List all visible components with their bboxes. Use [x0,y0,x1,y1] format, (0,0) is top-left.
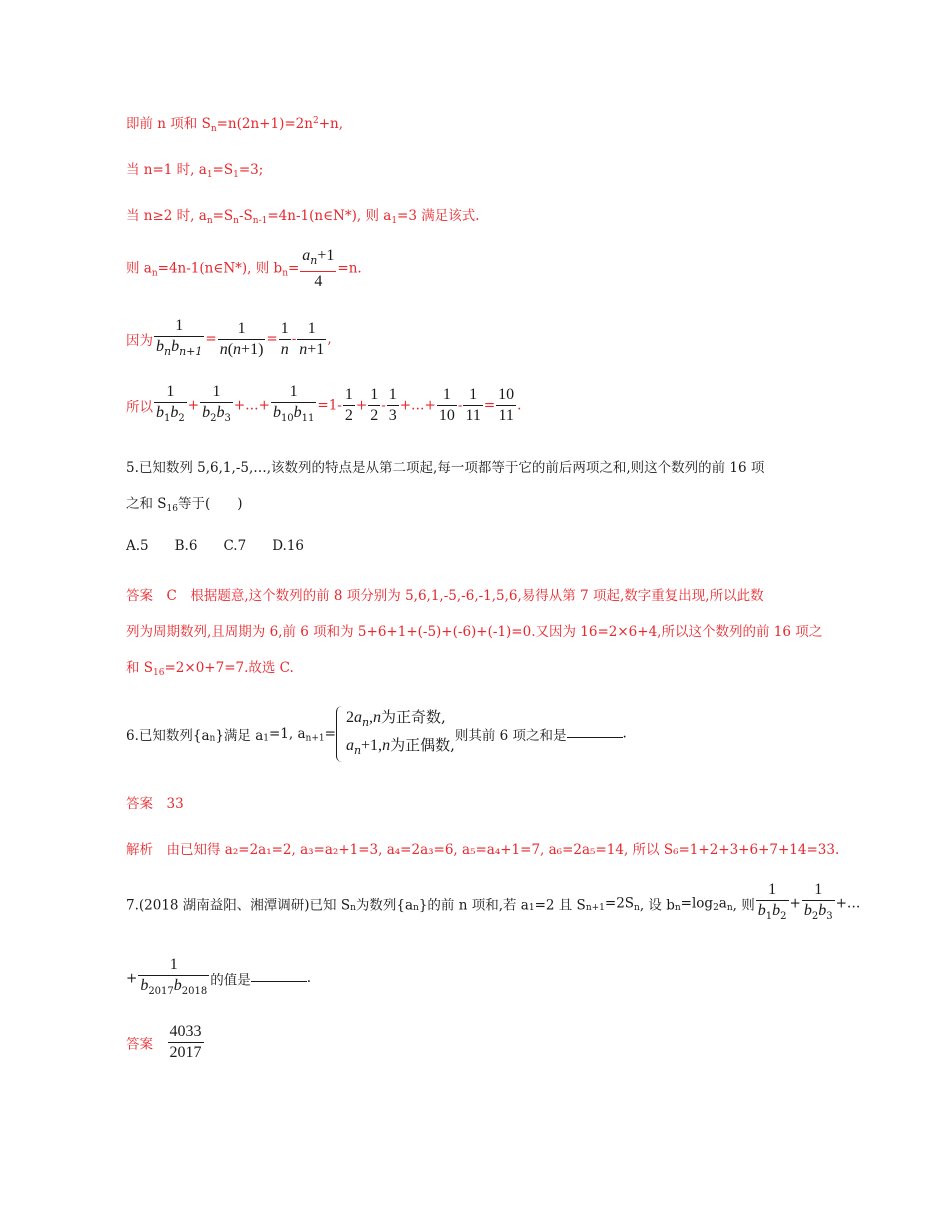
fraction: $\frac{1}{2}$ [370,386,379,424]
red-line-3 [126,204,480,226]
analysis-label: 解析 [126,842,153,858]
text: =S [212,162,234,178]
left-brace [336,706,343,762]
fraction: $\frac{1}{b_2b_3}$ [200,382,233,429]
q5-text-line-1 [126,456,764,476]
text: -S [238,208,253,224]
answer-label: 答案 [126,796,153,812]
answer-denominator: 2017 [169,1044,202,1061]
text: =4n-1(n∈N*), 则 b [157,260,283,277]
text: 答案 C 根据题意,这个数列的前 8 项分别为 5,6,1,-5,-6,-1,5,6,易得从第 7 项起,数字重复出现,所以此数 [126,588,764,604]
text: =n. [337,260,362,277]
fraction-1-over-bnbn1: $\frac{1}{b_nb_{n+1}}$ [154,316,204,362]
fraction-bn: $\frac{a_n+1}{4}$ [302,247,335,290]
fraction: $\frac{10}{11}$ [498,386,515,424]
q5-choices [126,538,330,554]
q6-text [126,706,627,762]
sub: 16 [166,504,178,514]
text: a [718,895,727,912]
text: 所以 [126,399,153,416]
sub: n [233,216,239,226]
frac-num: +1 [317,247,335,264]
text: 当 n=1 时, a [126,162,207,178]
case-1-text: 为正奇数, [381,708,446,726]
choice-a[interactable]: A.5 [126,538,149,554]
sub: n [210,124,217,134]
sub: 1 [391,216,398,226]
answer-fraction [168,1022,204,1063]
choice-c[interactable]: C.7 [223,538,247,554]
sub: n [206,216,213,226]
sub: 2 [713,903,719,913]
text: }满足 a [215,728,264,744]
fraction: $\frac{1}{b_1b_2}$ [154,382,187,429]
text: =2 且 S [534,897,586,914]
q6-analysis [126,838,839,858]
sub: n [209,733,216,744]
text: . [622,725,627,742]
q6-answer [126,792,184,812]
q5-answer-line-2 [126,620,822,640]
text: =1, a [269,726,306,742]
red-line-5: 因为 $\frac{1}{b_nb_{n+1}}$ = $\frac{1}{n(n+1)}$ = $\frac{1}{n}$ - $\frac{1}{n+1}$ , [126,316,332,362]
text: =log [680,895,714,912]
fraction: $\frac{1}{b_1b_2}$ [756,880,789,927]
fraction-1-over-nn1: $\frac{1}{n(n+1)}$ [219,319,264,358]
text: 当 n≥2 时, a [126,208,207,224]
case-2-text: 为正偶数, [390,736,455,754]
text: 为数列{a [355,897,414,914]
q7-text-line-1: 7.(2018 湖南益阳、湘潭调研)已知 $S_n$为数列$\{a_n\}$的前 n 项和,若 $a_1=2$ 且 $S_{n+1}=2S_n$, 设 $b_n=\log_2a_n$, 则 $\frac{1}{b_1b_2}$ + $\frac{1}{b_2b_3}$ +… [126,880,860,927]
fraction: $\frac{1}{3}$ [388,386,397,424]
text: 列为周期数列,且周期为 6,前 6 项和为 5+6+1+(-5)+(-6)+(-1)=0.又因为 16=2×6+4,所以这个数列的前 16 项之 [126,624,823,640]
choice-d[interactable]: D.16 [272,538,304,554]
text: +n, [318,116,343,132]
sub: 1 [263,733,269,744]
fraction: $\frac{1}{b_{10}b_{11}}$ [271,382,316,429]
text: 即前 n 项和 S [126,116,211,132]
text: =2S [604,895,635,912]
text: 等于( ) [178,496,243,512]
text: , 则 [732,897,755,914]
fraction: $\frac{1}{b_2b_3}$ [802,880,835,927]
sub: n [350,903,356,913]
answer-blank[interactable] [251,969,307,982]
fraction: $\frac{1}{b_{2017}b_{2018}}$ [138,955,209,1002]
text: =S [212,208,234,224]
fraction: $\frac{1}{10}$ [438,386,455,424]
text: 因为 [126,333,153,349]
text: . [517,397,522,414]
red-line-6: 所以 $\frac{1}{b_1b_2}$ + $\frac{1}{b_2b_3}$ +…+ $\frac{1}{b_{10}b_{11}}$ =1- $\frac{1}{2}$ + $\frac{1}{2}$ - $\frac{1}{3}$ +…+ $\frac{1}{10}$ - $\frac{1}{11}$ = $\frac{10}{11}$ . [126,382,521,429]
piecewise-definition: $2a_n,n$为正奇数, $a_n+1,n$为正偶数, [336,706,455,762]
text: , [327,331,332,347]
sub: n [726,903,733,913]
fraction: $\frac{1}{11}$ [465,386,481,424]
q7-answer [126,1022,205,1063]
q5-answer-line-3 [126,656,294,678]
answer-value: 33 [166,796,184,812]
red-line-2 [126,158,263,180]
analysis-text: 由已知得 a₂=2a₁=2, a₃=a₂+1=3, a₄=2a₃=6, a₅=a₄+1=7, a₆=2a₅=14, 所以 S₆=1+2+3+6+7+14=33. [166,842,840,858]
sub: n [282,268,288,279]
text: , 设 b [639,897,675,914]
sub: n [151,268,158,279]
q5-answer-line-1 [126,584,764,604]
text: 的值是 [210,972,251,989]
text: 和 S [126,660,154,676]
text: 6.已知数列{a [126,728,210,744]
sup: 2 [312,116,319,126]
sub: 1 [233,170,239,180]
q7-text-line-2: + $\frac{1}{b_{2017}b_{2018}}$ 的值是 . [126,955,311,1002]
text: }的前 n 项和,若 a [418,897,529,914]
text: =3 满足该式. [397,208,480,224]
sub: 1 [528,903,535,913]
sub: n [674,903,681,913]
q5-text-line-2 [126,492,243,514]
text: =4n-1(n∈N*), 则 a [267,208,392,224]
frac-den: 4 [300,271,336,292]
sub: n+1 [585,903,605,913]
fraction: $\frac{1}{2}$ [344,386,353,424]
text: . [306,970,312,986]
text: =3; [238,162,264,178]
text: = [324,726,336,742]
text: 之和 S [126,496,167,512]
text: 则 a [126,260,152,277]
text: = [287,260,300,277]
text: =n(2n+1)=2n [216,116,313,132]
text: 7.(2018 湖南益阳、湘潭调研)已知 S [126,897,351,914]
text: 5.已知数列 5,6,1,-5,…,该数列的特点是从第二项起,每一项都等于它的前后两项之和,则这个数列的前 16 项 [126,460,765,476]
sub: n [413,903,419,913]
sub: 16 [153,668,165,678]
answer-label: 答案 [126,1036,153,1053]
red-line-1 [126,112,343,134]
answer-blank[interactable] [567,725,623,738]
sub: 1 [206,170,213,180]
sub: n+1 [305,733,325,744]
red-line-4 [126,246,362,292]
text: =2×0+7=7.故选 C. [164,660,294,676]
choice-b[interactable]: B.6 [174,538,198,554]
fraction-1-over-n1: $\frac{1}{n+1}$ [299,319,325,358]
text: 则其前 6 项之和是 [454,728,567,744]
sub: n [634,903,640,913]
fraction-1-over-n: $\frac{1}{n}$ [280,319,289,358]
sub: n-1 [252,216,268,226]
answer-numerator: 4033 [169,1023,202,1040]
